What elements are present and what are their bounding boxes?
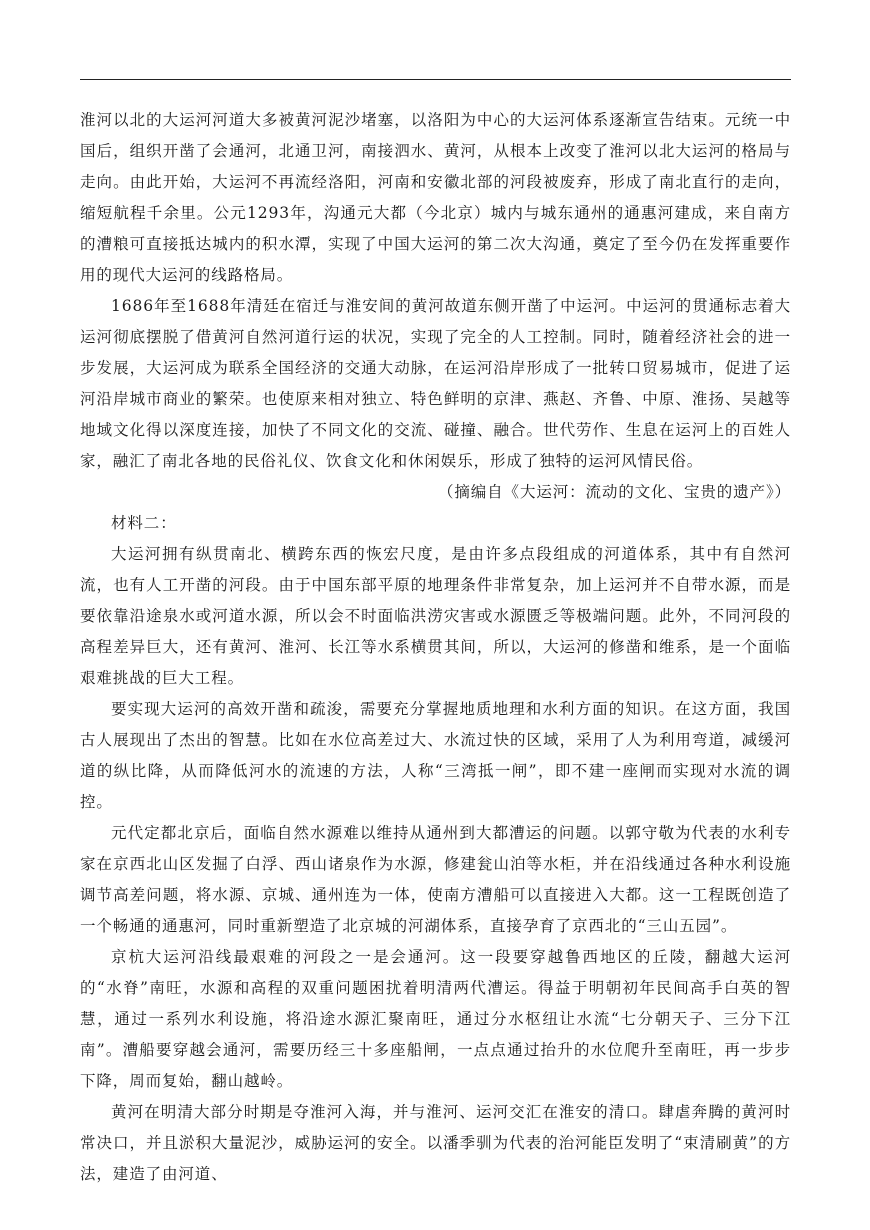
header-rule bbox=[80, 79, 791, 80]
source-citation: （摘编自《大运河：流动的文化、宝贵的遗产》） bbox=[437, 483, 791, 501]
paragraph: 黄河在明清大部分时期是夺淮河入海，并与淮河、运河交汇在淮安的清口。肆虐奔腾的黄河时常决口，并且淤积大量泥沙，威胁运河的安全。以潘季驯为代表的治河能臣发明了“束清刷黄”的方法，建造了由河道、 bbox=[80, 1103, 791, 1183]
paragraph: 大运河拥有纵贯南北、横跨东西的恢宏尺度，是由许多点段组成的河道体系，其中有自然河流，也有人工开凿的河段。由于中国东部平原的地理条件非常复杂，加上运河并不自带水源，而是要依靠沿途泉水或河道水源，所以会不时面临洪涝灾害或水源匮乏等极端问题。此外，不同河段的高程差异巨大，还有黄河、淮河、长江等水系横贯其间，所以，大运河的修凿和维系，是一个面临艰难挑战的巨大工程。 bbox=[80, 545, 791, 687]
paragraph: 1686年至1688年清廷在宿迁与淮安间的黄河故道东侧开凿了中运河。中运河的贯通标志着大运河彻底摆脱了借黄河自然河道行运的状况，实现了完全的人工控制。同时，随着经济社会的进一步发展，大运河成为联系全国经济的交通大动脉，在运河沿岸形成了一批转口贸易城市，促进了运河沿岸城市商业的繁荣。也使原来相对独立、特色鲜明的京津、燕赵、齐鲁、中原、淮扬、吴越等地域文化得以深度连接，加快了不同文化的交流、碰撞、融合。世代劳作、生息在运河上的百姓人家，融汇了南北各地的民俗礼仪、饮食文化和休闲娱乐，形成了独特的运河风情民俗。 bbox=[80, 297, 791, 470]
document-body bbox=[80, 105, 791, 1190]
paragraph: 淮河以北的大运河河道大多被黄河泥沙堵塞，以洛阳为中心的大运河体系逐渐宣告结束。元统一中国后，组织开凿了会通河，北通卫河，南接泗水、黄河，从根本上改变了淮河以北大运河的格局与走向。由此开始，大运河不再流经洛阳，河南和安徽北部的河段被废弃，形成了南北直行的走向，缩短航程千余里。公元1293年，沟通元大都（今北京）城内与城东通州的通惠河建成，来自南方的漕粮可直接抵达城内的积水潭，实现了中国大运河的第二次大沟通，奠定了至今仍在发挥重要作用的现代大运河的线路格局。 bbox=[80, 111, 791, 284]
paragraph: 要实现大运河的高效开凿和疏浚，需要充分掌握地质地理和水利方面的知识。在这方面，我国古人展现出了杰出的智慧。比如在水位高差过大、水流过快的区域，采用了人为利用弯道，减缓河道的纵比降，从而降低河水的流速的方法，人称“三湾抵一闸”，即不建一座闸而实现对水流的调控。 bbox=[80, 700, 791, 811]
material-label: 材料二： bbox=[111, 514, 177, 532]
paragraph: 京杭大运河沿线最艰难的河段之一是会通河。这一段要穿越鲁西地区的丘陵，翻越大运河的“水脊”南旺，水源和高程的双重问题困扰着明清两代漕运。得益于明朝初年民间高手白英的智慧，通过一系列水利设施，将沿途水源汇聚南旺，通过分水枢纽让水流“七分朝天子、三分下江南”。漕船要穿越会通河，需要历经三十多座船闸，一点点通过抬升的水位爬升至南旺，再一步步下降，周而复始，翻山越岭。 bbox=[80, 948, 791, 1090]
paragraph: 元代定都北京后，面临自然水源难以维持从通州到大都漕运的问题。以郭守敬为代表的水利专家在京西北山区发掘了白浮、西山诸泉作为水源，修建瓮山泊等水柜，并在沿线通过各种水利设施调节高差问题，将水源、京城、通州连为一体，使南方漕船可以直接进入大都。这一工程既创造了一个畅通的通惠河，同时重新塑造了北京城的河湖体系，直接孕育了京西北的“三山五园”。 bbox=[80, 824, 791, 935]
